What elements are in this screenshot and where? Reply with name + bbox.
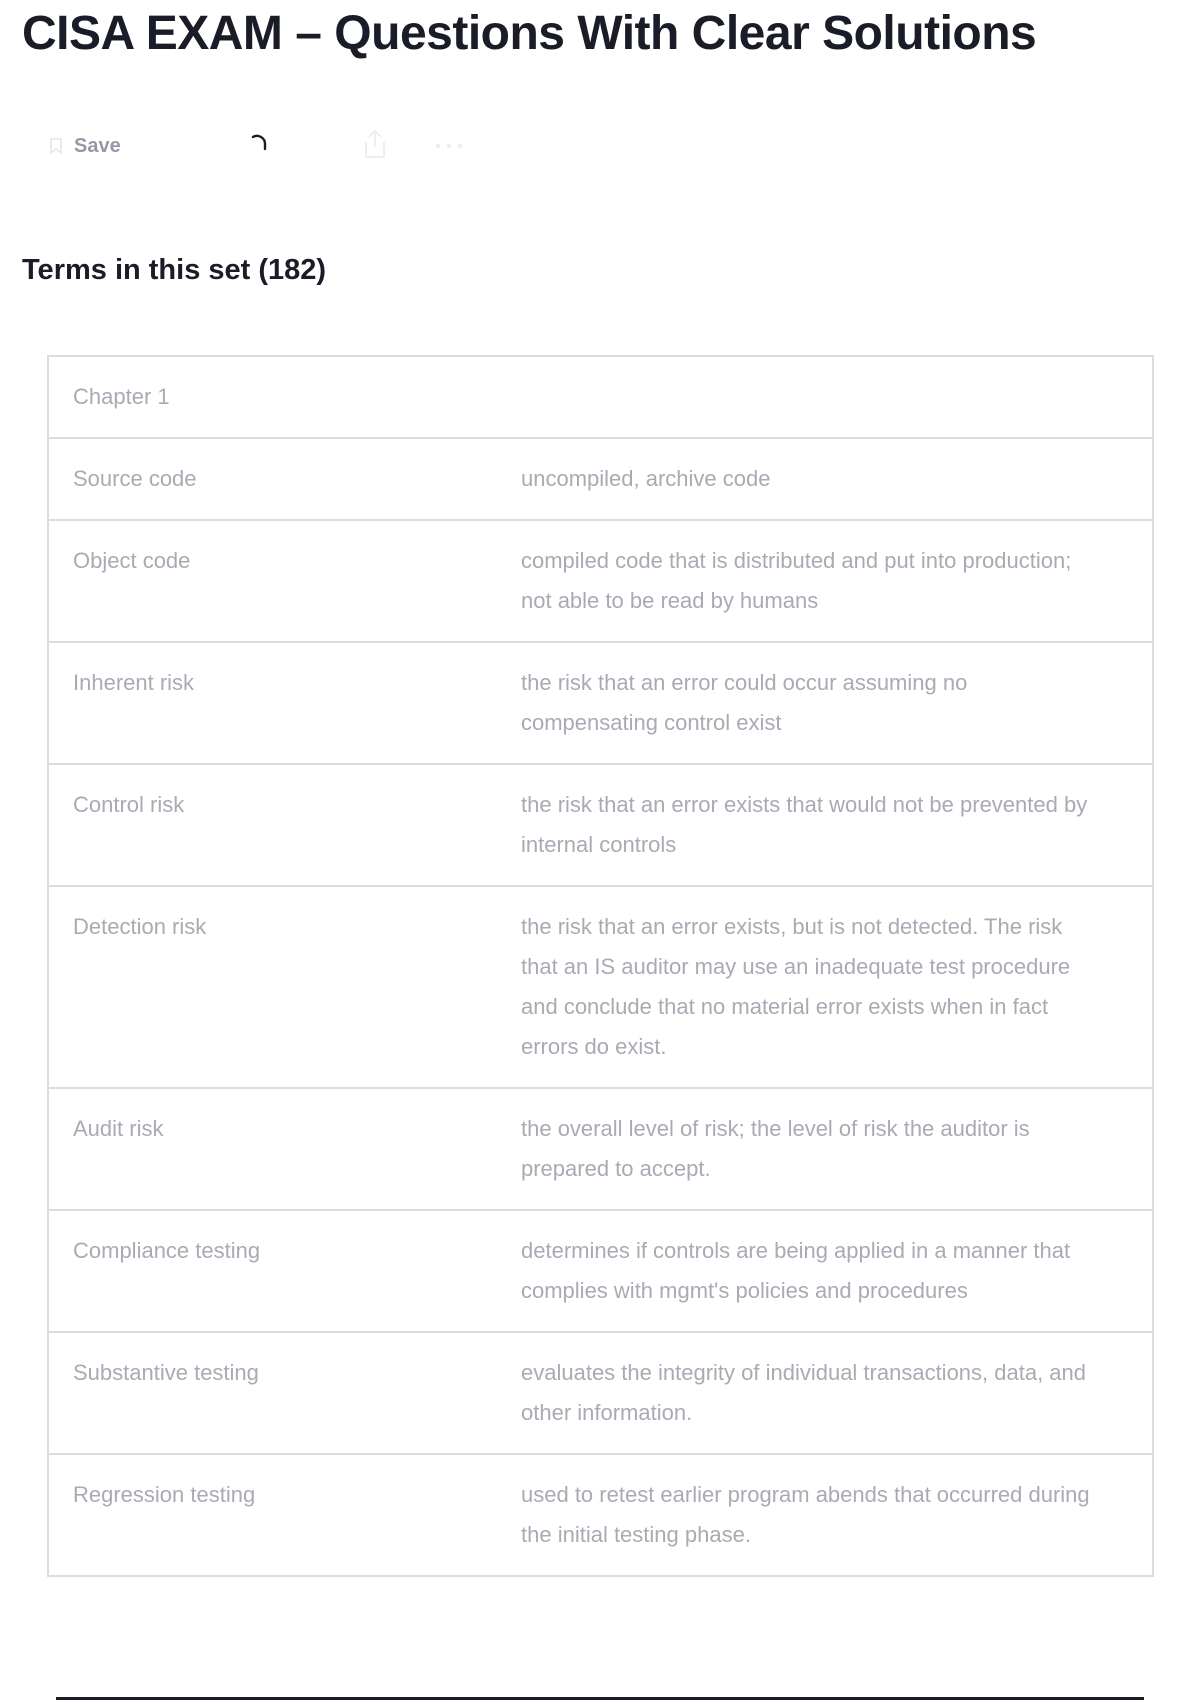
- term-row: [49, 1331, 1152, 1453]
- term-row: [49, 641, 1152, 763]
- chapter-label: Chapter 1: [73, 384, 170, 409]
- more-icon: [434, 137, 464, 155]
- term-text: Substantive testing: [73, 1360, 259, 1385]
- definition-text: the risk that an error could occur assuming no compensating control exist: [521, 670, 968, 735]
- term-row: [49, 885, 1152, 1087]
- term-text: Compliance testing: [73, 1238, 261, 1263]
- definition-text: the risk that an error exists, but is not detected. The risk that an IS auditor may use an inadequate test procedure and conclude that no material error exists when in fact errors do exist.: [521, 914, 1071, 1059]
- term-text: Inherent risk: [73, 670, 195, 695]
- term-text: Control risk: [73, 792, 185, 817]
- share-button[interactable]: [363, 126, 387, 166]
- terms-table: [47, 355, 1154, 1577]
- loading-indicator: [246, 126, 270, 166]
- term-text: Audit risk: [73, 1116, 164, 1141]
- chapter-row: [49, 357, 1152, 437]
- definition-text: the overall level of risk; the level of risk the auditor is prepared to accept.: [521, 1116, 1030, 1181]
- save-button[interactable]: [50, 126, 121, 166]
- definition-text: determines if controls are being applied in a manner that complies with mgmt's policies and procedures: [521, 1238, 1071, 1303]
- term-row: [49, 1453, 1152, 1575]
- spinner-icon: [246, 132, 270, 161]
- term-text: Regression testing: [73, 1482, 256, 1507]
- definition-text: the risk that an error exists that would not be prevented by internal controls: [521, 792, 1088, 857]
- term-text: Object code: [73, 548, 191, 573]
- definition-text: compiled code that is distributed and put into production; not able to be read by humans: [521, 548, 1072, 613]
- term-row: [49, 1087, 1152, 1209]
- page-title: CISA EXAM – Questions With Clear Solutions: [22, 7, 1037, 60]
- definition-text: uncompiled, archive code: [521, 466, 771, 491]
- definition-text: used to retest earlier program abends that occurred during the initial testing phase.: [521, 1482, 1090, 1547]
- bookmark-icon: [50, 138, 62, 154]
- term-text: Detection risk: [73, 914, 207, 939]
- save-label: Save: [74, 134, 121, 157]
- definition-text: evaluates the integrity of individual transactions, data, and other information.: [521, 1360, 1087, 1425]
- more-options-button[interactable]: [434, 126, 464, 166]
- share-icon: [363, 129, 387, 164]
- terms-count-heading: Terms in this set (182): [22, 254, 327, 286]
- term-row: [49, 437, 1152, 519]
- term-text: Source code: [73, 466, 197, 491]
- term-row: [49, 1209, 1152, 1331]
- term-row: [49, 763, 1152, 885]
- term-row: [49, 519, 1152, 641]
- set-toolbar: [50, 126, 510, 166]
